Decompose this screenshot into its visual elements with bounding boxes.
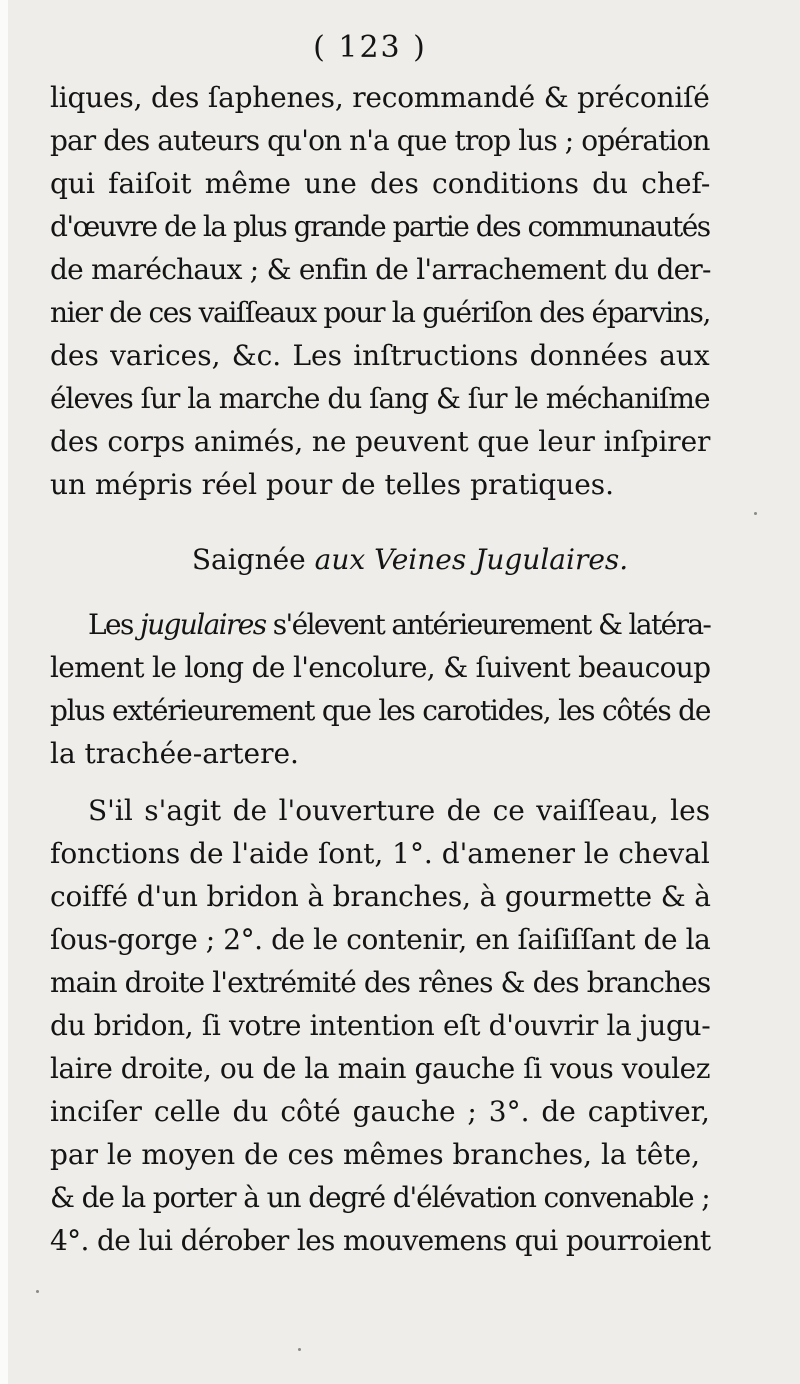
text-line: un mépris réel pour de telles pratiques. <box>50 468 615 501</box>
para2-italic: jugulaires <box>140 608 266 641</box>
paragraph-first-line: S'il s'agit de l'ouverture de ce vaiſſeau, les <box>88 794 711 827</box>
text-line: des corps animés, ne peuvent que leur inſpirer <box>50 425 711 458</box>
text-line: des varices, &c. Les inſtructions données aux <box>50 339 710 372</box>
para2-suffix: s'élevent antérieurement & latéra- <box>265 608 711 641</box>
text-line: coiffé d'un bridon à branches, à gourmette & à <box>50 880 711 913</box>
text-line: lement le long de l'encolure, & ſuivent beaucoup <box>50 651 711 684</box>
text-line: par des auteurs qu'on n'a que trop lus ; opération <box>50 124 710 157</box>
paper-speck <box>298 1348 301 1351</box>
paper-speck <box>754 512 757 515</box>
text-line: du bridon, ſi votre intention eſt d'ouvrir la jugu- <box>50 1009 711 1042</box>
text-line: éleves ſur la marche du ſang & ſur le méchaniſme <box>50 382 710 415</box>
text-line: nier de ces vaiſſeaux pour la guériſon des éparvins, <box>50 296 711 329</box>
para2-prefix: Les <box>88 608 140 641</box>
heading-italic: aux Veines Jugulaires. <box>314 543 629 576</box>
text-line: ſous-gorge ; 2°. de le contenir, en ſaiſiſſant de la <box>50 923 711 956</box>
paragraph-first-line <box>50 603 710 646</box>
text-line: inciſer celle du côté gauche ; 3°. de captiver, <box>50 1095 710 1128</box>
text-line: fonctions de l'aide ſont, 1°. d'amener le cheval <box>50 837 710 870</box>
heading-prefix: Saignée <box>191 543 315 576</box>
section-heading <box>50 538 710 581</box>
text-line: plus extérieurement que les carotides, les côtés de <box>50 694 711 727</box>
text-line: main droite l'extrémité des rênes & des branches <box>50 966 711 999</box>
page-number: ( 123 ) <box>313 30 427 65</box>
body-text <box>50 76 710 1262</box>
text-line: liques, des ſaphenes, recommandé & préconiſé <box>50 81 710 114</box>
text-line: la trachée-artere. <box>50 737 299 770</box>
text-line: 4°. de lui dérober les mouvemens qui pourroient <box>50 1224 711 1257</box>
paper-speck <box>36 1290 39 1293</box>
text-line: de maréchaux ; & enfin de l'arrachement du der- <box>50 253 711 286</box>
text-line: d'œuvre de la plus grande partie des communautés <box>50 210 710 243</box>
text-line: qui faiſoit même une des conditions du chef- <box>50 167 711 200</box>
text-line: laire droite, ou de la main gauche ſi vous voulez <box>50 1052 711 1085</box>
text-line: par le moyen de ces mêmes branches, la tête, <box>50 1138 701 1171</box>
page-edge <box>0 0 8 1384</box>
text-line: & de la porter à un degré d'élévation convenable ; <box>50 1181 710 1214</box>
